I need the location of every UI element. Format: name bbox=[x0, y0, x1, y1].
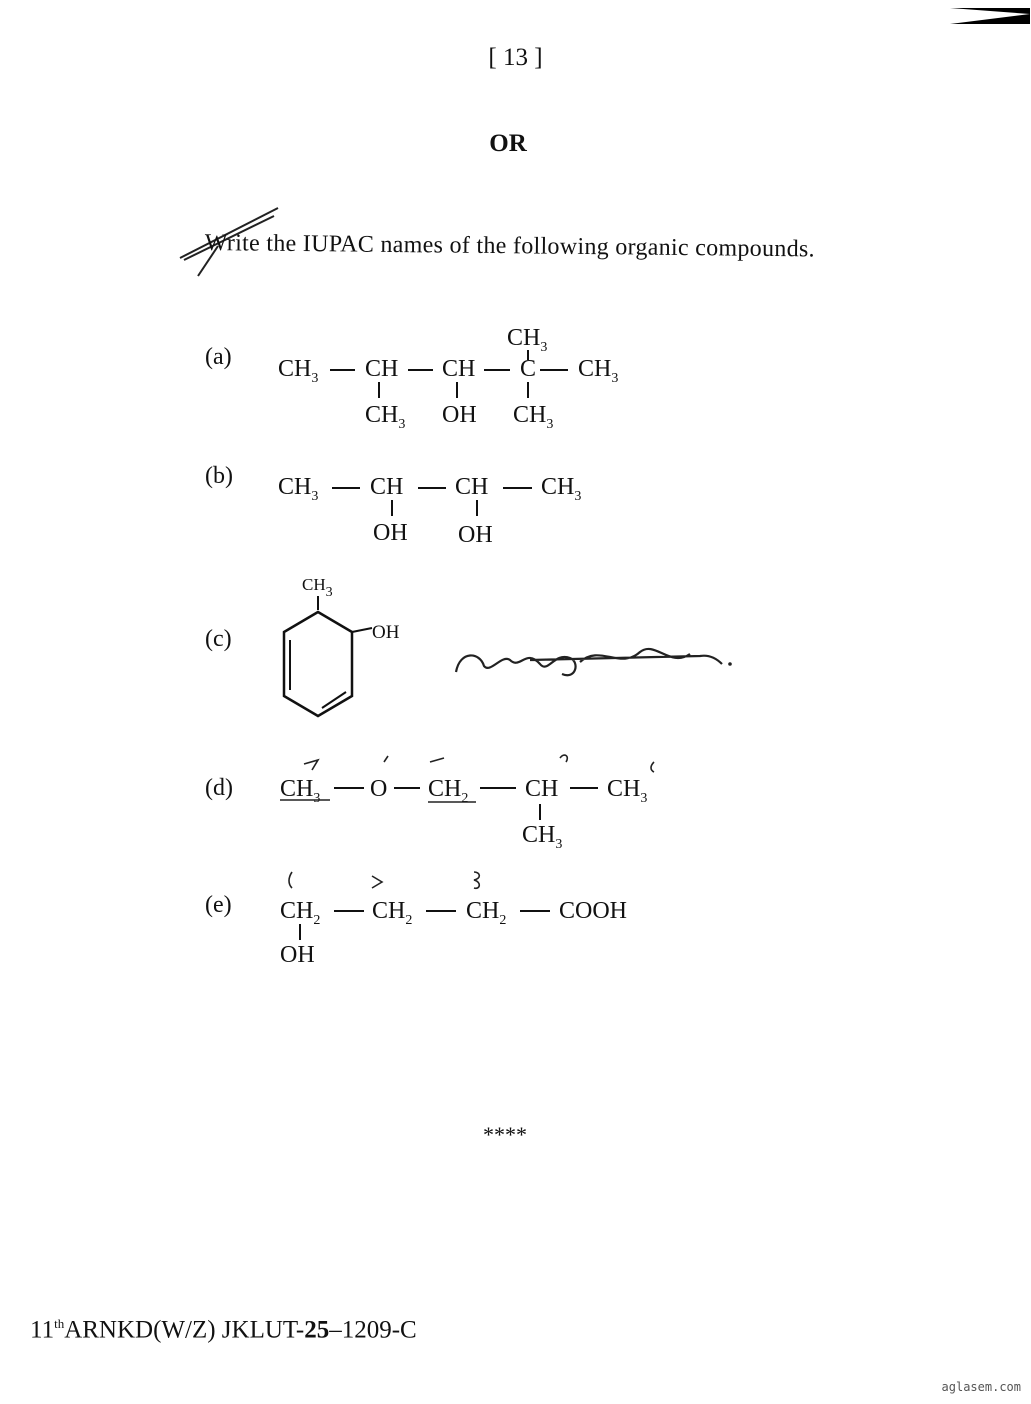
svg-text:CH2: $CH_2$ bbox=[372, 898, 413, 928]
svg-text:CH: CH bbox=[365, 356, 399, 382]
svg-text:CH: CH bbox=[455, 474, 489, 500]
question-label-c: (c) bbox=[205, 626, 232, 652]
svg-text:CH3: $CH_3$ bbox=[578, 356, 619, 386]
question-label-a: (a) bbox=[205, 344, 232, 370]
structure-d bbox=[270, 750, 670, 860]
svg-text:CH3: $CH_3$ bbox=[541, 474, 582, 504]
svg-text:CH3: $CH_3$ bbox=[302, 575, 333, 600]
or-heading: OR bbox=[489, 130, 527, 157]
svg-text:CH: CH bbox=[442, 356, 476, 382]
formula-subscript: 3 bbox=[611, 371, 619, 386]
svg-text:OH: OH bbox=[442, 402, 477, 428]
formula-subscript: 2 bbox=[405, 913, 413, 928]
formula-subscript: 3 bbox=[640, 791, 648, 806]
svg-text:CH3: $CH_3$ bbox=[278, 474, 319, 504]
svg-text:O: O bbox=[370, 776, 388, 802]
paper-code-footer: 11thARNKD(W/Z) JKLUT-25–1209-C bbox=[30, 1316, 417, 1344]
svg-text:CH2: $CH_2$ bbox=[428, 776, 469, 806]
formula-subscript: 3 bbox=[546, 417, 554, 432]
formula-subscript: 3 bbox=[325, 585, 333, 600]
source-credit: aglasem.com bbox=[941, 1380, 1021, 1394]
svg-text:C: C bbox=[520, 356, 537, 382]
svg-text:CH3: $CH_3$ bbox=[522, 822, 563, 852]
formula-subscript: 2 bbox=[313, 913, 321, 928]
svg-text:COOH: COOH bbox=[559, 898, 628, 924]
svg-text:CH3: $CH_3$ bbox=[280, 776, 321, 806]
svg-text:CH: CH bbox=[370, 474, 404, 500]
formula-subscript: 3 bbox=[311, 371, 319, 386]
question-label-b: (b) bbox=[205, 463, 233, 489]
question-label-d: (d) bbox=[205, 775, 233, 801]
svg-text:CH3: $CH_3$ bbox=[365, 402, 406, 432]
structure-c-benzene bbox=[270, 570, 450, 740]
instruction-text: Write the IUPAC names of the following organic compounds. bbox=[204, 230, 816, 263]
svg-text:OH: OH bbox=[458, 522, 493, 548]
page-number: [ 13 ] bbox=[488, 44, 543, 71]
svg-text:CH: CH bbox=[525, 776, 559, 802]
svg-text:CH3: $CH_3$ bbox=[278, 356, 319, 386]
formula-subscript: 2 bbox=[461, 791, 469, 806]
formula-subscript: 3 bbox=[313, 791, 321, 806]
formula-subscript: 3 bbox=[574, 489, 582, 504]
svg-text:CH2: $CH_2$ bbox=[466, 898, 507, 928]
svg-text:OH: OH bbox=[280, 942, 315, 968]
formula-subscript: 3 bbox=[555, 837, 563, 852]
svg-text:CH3: $CH_3$ bbox=[607, 776, 648, 806]
formula-subscript: 2 bbox=[499, 913, 507, 928]
top-right-scan-mark bbox=[950, 8, 1030, 24]
svg-text:CH2: $CH_2$ bbox=[280, 898, 321, 928]
formula-subscript: 3 bbox=[311, 489, 319, 504]
question-label-e: (e) bbox=[205, 892, 232, 918]
formula-subscript: 3 bbox=[398, 417, 406, 432]
svg-text:OH: OH bbox=[373, 520, 408, 546]
handwritten-signature bbox=[450, 630, 740, 690]
structure-e bbox=[270, 868, 670, 978]
formula-subscript: 3 bbox=[540, 340, 548, 355]
svg-text:CH3: $CH_3$ bbox=[513, 402, 554, 432]
end-marker: **** bbox=[483, 1122, 527, 1147]
svg-text:OH: OH bbox=[372, 622, 400, 643]
struct-a-main: $CH_3$ bbox=[507, 325, 548, 355]
structure-a bbox=[270, 320, 670, 440]
structure-b bbox=[270, 460, 630, 560]
